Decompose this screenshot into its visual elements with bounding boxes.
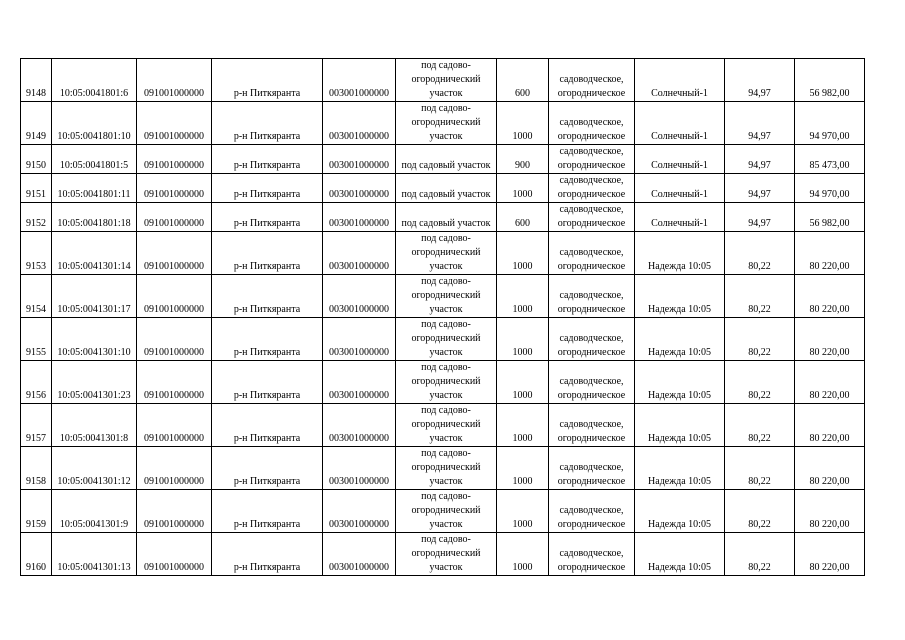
row-number: 9157	[21, 404, 52, 447]
row-number: 9151	[21, 174, 52, 203]
rate-value: 94,97	[725, 174, 795, 203]
area-value: 900	[497, 145, 549, 174]
area-value: 1000	[497, 275, 549, 318]
land-category: садоводческое, огородническое	[549, 404, 635, 447]
rate-value: 94,97	[725, 102, 795, 145]
rate-value: 80,22	[725, 232, 795, 275]
district-name: р-н Питкяранта	[212, 59, 323, 102]
okato-code: 003001000000	[323, 232, 396, 275]
oktmo-code: 091001000000	[137, 203, 212, 232]
oktmo-code: 091001000000	[137, 490, 212, 533]
cadastral-value: 80 220,00	[795, 318, 865, 361]
cadastral-number: 10:05:0041301:23	[52, 361, 137, 404]
cadastral-value: 80 220,00	[795, 404, 865, 447]
cadastral-value: 56 982,00	[795, 203, 865, 232]
land-category: садоводческое, огородническое	[549, 59, 635, 102]
land-category: садоводческое, огородническое	[549, 318, 635, 361]
location-name: Надежда 10:05	[635, 447, 725, 490]
cadastral-value: 80 220,00	[795, 275, 865, 318]
row-number: 9153	[21, 232, 52, 275]
rate-value: 80,22	[725, 361, 795, 404]
cadastral-number: 10:05:0041301:14	[52, 232, 137, 275]
location-name: Надежда 10:05	[635, 275, 725, 318]
area-value: 1000	[497, 447, 549, 490]
district-name: р-н Питкяранта	[212, 490, 323, 533]
cadastral-number: 10:05:0041801:6	[52, 59, 137, 102]
oktmo-code: 091001000000	[137, 361, 212, 404]
location-name: Надежда 10:05	[635, 361, 725, 404]
table-row	[21, 145, 865, 174]
area-value: 600	[497, 203, 549, 232]
area-value: 1000	[497, 232, 549, 275]
cadastral-number: 10:05:0041301:10	[52, 318, 137, 361]
area-value: 1000	[497, 361, 549, 404]
row-number: 9156	[21, 361, 52, 404]
okato-code: 003001000000	[323, 174, 396, 203]
rate-value: 80,22	[725, 275, 795, 318]
table-row	[21, 102, 865, 145]
district-name: р-н Питкяранта	[212, 203, 323, 232]
land-purpose: под садовый участок	[396, 203, 497, 232]
district-name: р-н Питкяранта	[212, 404, 323, 447]
rate-value: 80,22	[725, 447, 795, 490]
land-purpose: под садовый участок	[396, 145, 497, 174]
land-category: садоводческое, огородническое	[549, 232, 635, 275]
oktmo-code: 091001000000	[137, 447, 212, 490]
cadastral-value: 80 220,00	[795, 533, 865, 576]
land-purpose: под садово- огороднический участок	[396, 533, 497, 576]
okato-code: 003001000000	[323, 318, 396, 361]
district-name: р-н Питкяранта	[212, 145, 323, 174]
district-name: р-н Питкяранта	[212, 275, 323, 318]
location-name: Солнечный-1	[635, 174, 725, 203]
cadastral-table	[20, 58, 865, 576]
table-body	[21, 59, 865, 576]
row-number: 9158	[21, 447, 52, 490]
area-value: 1000	[497, 102, 549, 145]
row-number: 9152	[21, 203, 52, 232]
row-number: 9160	[21, 533, 52, 576]
table-row	[21, 490, 865, 533]
cadastral-value: 94 970,00	[795, 102, 865, 145]
cadastral-value: 80 220,00	[795, 490, 865, 533]
cadastral-number: 10:05:0041801:11	[52, 174, 137, 203]
oktmo-code: 091001000000	[137, 174, 212, 203]
land-category: садоводческое, огородническое	[549, 447, 635, 490]
district-name: р-н Питкяранта	[212, 447, 323, 490]
rate-value: 94,97	[725, 59, 795, 102]
land-purpose: под садово- огороднический участок	[396, 59, 497, 102]
land-purpose: под садовый участок	[396, 174, 497, 203]
land-category: садоводческое, огородническое	[549, 490, 635, 533]
cadastral-value: 85 473,00	[795, 145, 865, 174]
location-name: Надежда 10:05	[635, 318, 725, 361]
oktmo-code: 091001000000	[137, 533, 212, 576]
table-row	[21, 361, 865, 404]
cadastral-number: 10:05:0041801:10	[52, 102, 137, 145]
table-row	[21, 533, 865, 576]
land-category: садоводческое, огородническое	[549, 533, 635, 576]
rate-value: 80,22	[725, 318, 795, 361]
area-value: 1000	[497, 490, 549, 533]
table-row	[21, 275, 865, 318]
cadastral-value: 80 220,00	[795, 447, 865, 490]
rate-value: 80,22	[725, 533, 795, 576]
row-number: 9149	[21, 102, 52, 145]
land-category: садоводческое, огородническое	[549, 174, 635, 203]
table-row	[21, 203, 865, 232]
cadastral-number: 10:05:0041301:8	[52, 404, 137, 447]
land-purpose: под садово- огороднический участок	[396, 361, 497, 404]
land-purpose: под садово- огороднический участок	[396, 275, 497, 318]
district-name: р-н Питкяранта	[212, 174, 323, 203]
rate-value: 80,22	[725, 404, 795, 447]
location-name: Солнечный-1	[635, 145, 725, 174]
land-purpose: под садово- огороднический участок	[396, 318, 497, 361]
cadastral-number: 10:05:0041301:13	[52, 533, 137, 576]
land-purpose: под садово- огороднический участок	[396, 102, 497, 145]
okato-code: 003001000000	[323, 203, 396, 232]
rate-value: 94,97	[725, 145, 795, 174]
cadastral-number: 10:05:0041301:9	[52, 490, 137, 533]
row-number: 9154	[21, 275, 52, 318]
district-name: р-н Питкяранта	[212, 361, 323, 404]
cadastral-number: 10:05:0041801:5	[52, 145, 137, 174]
okato-code: 003001000000	[323, 490, 396, 533]
cadastral-value: 80 220,00	[795, 361, 865, 404]
district-name: р-н Питкяранта	[212, 232, 323, 275]
oktmo-code: 091001000000	[137, 145, 212, 174]
table-row	[21, 318, 865, 361]
table-row	[21, 59, 865, 102]
land-category: садоводческое, огородническое	[549, 361, 635, 404]
cadastral-number: 10:05:0041801:18	[52, 203, 137, 232]
location-name: Надежда 10:05	[635, 533, 725, 576]
okato-code: 003001000000	[323, 275, 396, 318]
district-name: р-н Питкяранта	[212, 533, 323, 576]
district-name: р-н Питкяранта	[212, 102, 323, 145]
row-number: 9159	[21, 490, 52, 533]
area-value: 600	[497, 59, 549, 102]
okato-code: 003001000000	[323, 361, 396, 404]
okato-code: 003001000000	[323, 145, 396, 174]
oktmo-code: 091001000000	[137, 404, 212, 447]
cadastral-number: 10:05:0041301:12	[52, 447, 137, 490]
row-number: 9148	[21, 59, 52, 102]
land-purpose: под садово- огороднический участок	[396, 232, 497, 275]
land-purpose: под садово- огороднический участок	[396, 490, 497, 533]
oktmo-code: 091001000000	[137, 275, 212, 318]
row-number: 9150	[21, 145, 52, 174]
oktmo-code: 091001000000	[137, 59, 212, 102]
land-category: садоводческое, огородническое	[549, 275, 635, 318]
cadastral-value: 56 982,00	[795, 59, 865, 102]
oktmo-code: 091001000000	[137, 318, 212, 361]
area-value: 1000	[497, 533, 549, 576]
cadastral-value: 94 970,00	[795, 174, 865, 203]
area-value: 1000	[497, 174, 549, 203]
okato-code: 003001000000	[323, 447, 396, 490]
area-value: 1000	[497, 404, 549, 447]
cadastral-number: 10:05:0041301:17	[52, 275, 137, 318]
table-row	[21, 404, 865, 447]
oktmo-code: 091001000000	[137, 102, 212, 145]
table-row	[21, 447, 865, 490]
location-name: Солнечный-1	[635, 59, 725, 102]
rate-value: 80,22	[725, 490, 795, 533]
land-purpose: под садово- огороднический участок	[396, 404, 497, 447]
location-name: Надежда 10:05	[635, 490, 725, 533]
row-number: 9155	[21, 318, 52, 361]
land-category: садоводческое, огородническое	[549, 203, 635, 232]
table-row	[21, 232, 865, 275]
okato-code: 003001000000	[323, 404, 396, 447]
okato-code: 003001000000	[323, 533, 396, 576]
land-purpose: под садово- огороднический участок	[396, 447, 497, 490]
rate-value: 94,97	[725, 203, 795, 232]
okato-code: 003001000000	[323, 102, 396, 145]
location-name: Надежда 10:05	[635, 232, 725, 275]
cadastral-value: 80 220,00	[795, 232, 865, 275]
land-category: садоводческое, огородническое	[549, 145, 635, 174]
location-name: Солнечный-1	[635, 102, 725, 145]
district-name: р-н Питкяранта	[212, 318, 323, 361]
location-name: Солнечный-1	[635, 203, 725, 232]
land-category: садоводческое, огородническое	[549, 102, 635, 145]
table-row	[21, 174, 865, 203]
okato-code: 003001000000	[323, 59, 396, 102]
location-name: Надежда 10:05	[635, 404, 725, 447]
area-value: 1000	[497, 318, 549, 361]
oktmo-code: 091001000000	[137, 232, 212, 275]
